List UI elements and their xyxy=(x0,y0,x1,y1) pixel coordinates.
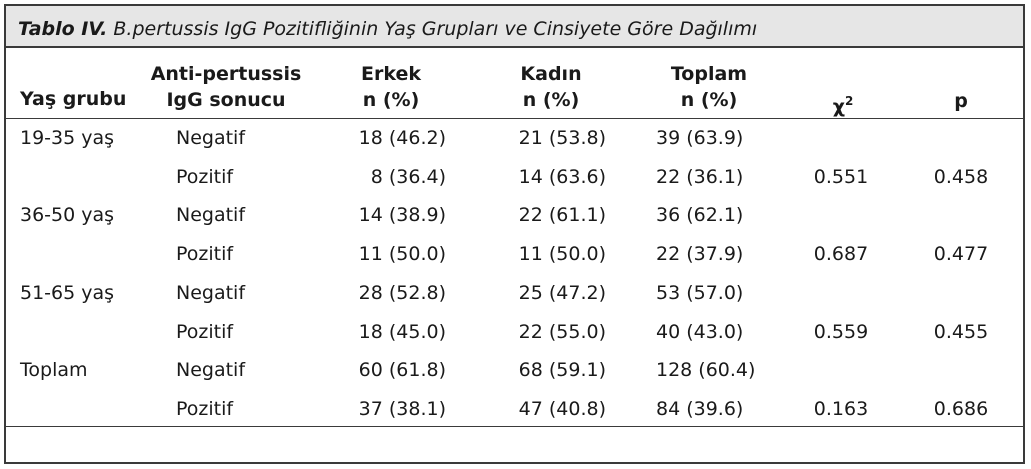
header-male-line1: Erkek xyxy=(361,63,421,85)
cell-total: 36 (62.1) xyxy=(656,204,744,227)
cell-female: 47 (40.8) xyxy=(518,397,606,420)
cell-female: 22 (61.1) xyxy=(518,204,606,227)
table-bottom-divider xyxy=(6,426,1023,427)
cell-p: 0.686 xyxy=(933,397,989,420)
caption-label: Tablo IV. xyxy=(18,18,108,40)
table-caption xyxy=(18,18,757,40)
cell-total: 84 (39.6) xyxy=(656,397,744,420)
cell-female: 21 (53.8) xyxy=(518,127,606,149)
cell-total: 39 (63.9) xyxy=(656,127,744,149)
cell-male: 14 (38.9) xyxy=(358,204,446,227)
cell-chi: 0.687 xyxy=(813,243,869,266)
cell-age: 51-65 yaş xyxy=(20,281,115,304)
cell-female: 14 (63.6) xyxy=(518,165,606,188)
header-igg-result xyxy=(136,61,316,113)
header-total-line1: Toplam xyxy=(670,63,748,85)
table-frame xyxy=(4,4,1025,464)
cell-result: Pozitif xyxy=(176,243,234,266)
cell-male: 11 (50.0) xyxy=(358,243,446,266)
cell-age: 19-35 yaş xyxy=(20,127,115,149)
cell-male: 18 (45.0) xyxy=(358,320,446,343)
cell-result: Negatif xyxy=(176,204,246,227)
cell-female: 25 (47.2) xyxy=(518,281,606,304)
header-chi-square xyxy=(818,88,868,119)
header-female xyxy=(496,61,606,113)
cell-p: 0.458 xyxy=(933,165,989,188)
caption-text: B.pertussis IgG Pozitifliğinin Yaş Grupları ve Cinsiyete Göre Dağılımı xyxy=(113,18,758,40)
cell-total: 40 (43.0) xyxy=(656,320,744,343)
header-female-line1: Kadın xyxy=(520,63,582,85)
cell-age: 36-50 yaş xyxy=(20,204,115,227)
cell-result: Pozitif xyxy=(176,320,234,343)
header-male-line2: n (%) xyxy=(362,89,420,111)
cell-result: Pozitif xyxy=(176,397,234,420)
cell-total: 22 (36.1) xyxy=(656,165,744,188)
header-igg-line1: Anti-pertussis xyxy=(150,63,302,85)
header-chi-sup: 2 xyxy=(844,94,854,108)
cell-male: 60 (61.8) xyxy=(358,359,446,382)
cell-female: 68 (59.1) xyxy=(518,359,606,382)
header-age-group: Yaş grubu xyxy=(20,88,127,110)
cell-result: Negatif xyxy=(176,127,246,149)
cell-p: 0.455 xyxy=(933,320,989,343)
cell-male: 37 (38.1) xyxy=(358,397,446,420)
cell-male: 8 (36.4) xyxy=(364,165,446,188)
cell-result: Pozitif xyxy=(176,165,234,188)
table-caption-bar xyxy=(6,6,1023,48)
cell-total: 53 (57.0) xyxy=(656,281,744,304)
cell-result: Negatif xyxy=(176,359,246,382)
cell-female: 22 (55.0) xyxy=(518,320,606,343)
header-total-line2: n (%) xyxy=(680,89,738,111)
cell-total: 22 (37.9) xyxy=(656,243,744,266)
cell-chi: 0.551 xyxy=(813,165,869,188)
cell-total: 128 (60.4) xyxy=(656,359,756,382)
cell-male: 18 (46.2) xyxy=(358,127,446,149)
header-divider xyxy=(6,118,1023,119)
header-chi-base: χ xyxy=(832,95,845,118)
cell-chi: 0.163 xyxy=(813,397,869,420)
cell-female: 11 (50.0) xyxy=(518,243,606,266)
cell-result: Negatif xyxy=(176,281,246,304)
header-total xyxy=(649,61,769,113)
cell-p: 0.477 xyxy=(933,243,989,266)
cell-age: Toplam xyxy=(20,359,88,382)
cell-male: 28 (52.8) xyxy=(358,281,446,304)
header-igg-line2: IgG sonucu xyxy=(166,89,286,111)
cell-chi: 0.559 xyxy=(813,320,869,343)
header-p: p xyxy=(954,90,968,112)
header-female-line2: n (%) xyxy=(522,89,580,111)
header-male xyxy=(336,61,446,113)
